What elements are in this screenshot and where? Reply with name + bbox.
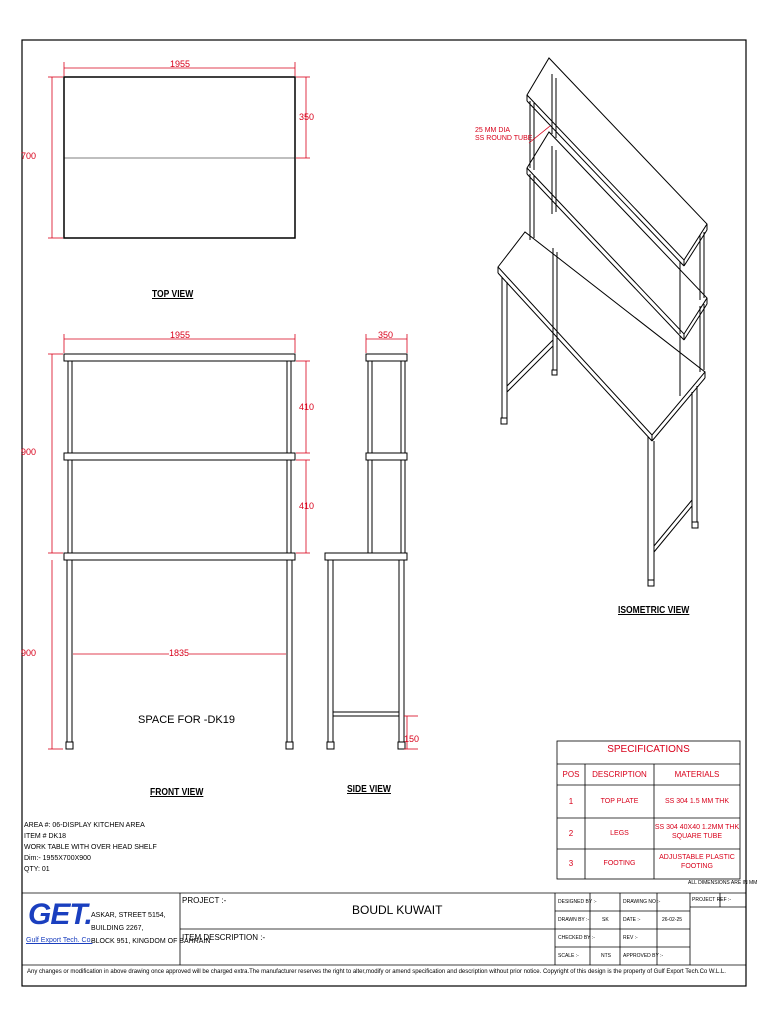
space-for-note: SPACE FOR -DK19 (138, 714, 235, 726)
dim-top-total: 700 (21, 151, 37, 161)
spec-header-description: DESCRIPTION (592, 770, 647, 779)
designed-by-label: DESIGNED BY :- (558, 899, 597, 905)
item-name: WORK TABLE WITH OVER HEAD SHELF (24, 844, 157, 851)
dim-side-depth: 350 (378, 330, 394, 340)
spec-row-material: ADJUSTABLE PLASTIC (659, 854, 735, 861)
rev-label: REV :- (623, 935, 638, 941)
item-area: AREA #: 06-DISPLAY KITCHEN AREA (24, 822, 145, 829)
item-quantity: QTY: 01 (24, 866, 50, 873)
spec-row-material: SS 304 1.5 MM THK (664, 798, 730, 805)
spec-row-description: LEGS (610, 830, 629, 837)
company-address-line2: BUILDING 2267, (91, 925, 144, 932)
spec-row-pos: 1 (568, 797, 574, 806)
top-view-label: TOP VIEW (152, 289, 194, 300)
scale-value: NTS (601, 953, 611, 959)
dim-top-depth: 350 (299, 112, 315, 122)
tube-note-line2: SS ROUND TUBE (475, 135, 533, 142)
drawn-by-label: DRAWN BY :- (558, 917, 590, 923)
dim-front-lower: 900 (21, 648, 37, 658)
dim-front-shelf2: 410 (299, 501, 315, 511)
date-label: DATE :- (623, 917, 641, 923)
tube-note-line1: 25 MM DIA (475, 127, 511, 134)
dim-top-width: 1955 (170, 59, 191, 69)
spec-row-material-2: SQUARE TUBE (671, 833, 723, 840)
drawn-by-value: SK (602, 917, 609, 923)
project-ref-label: PROJECT REF :- (692, 897, 732, 903)
company-address-line1: ASKAR, STREET 5154, (91, 912, 166, 919)
side-view-drawing (325, 334, 418, 749)
checked-by-label: CHECKED BY :- (558, 935, 595, 941)
scale-label: SCALE :- (558, 953, 579, 959)
dim-front-upper: 900 (21, 447, 37, 457)
spec-header-pos: POS (562, 770, 580, 779)
date-value: 26-02-25 (662, 917, 683, 923)
dim-front-shelf1: 410 (299, 402, 315, 412)
spec-row-material: SS 304 40X40 1.2MM THK (654, 824, 740, 831)
dim-side-bottom: 150 (404, 734, 420, 744)
spec-row-pos: 2 (568, 829, 574, 838)
dimensions-footnote: ALL DIMENSIONS ARE IN MM (688, 880, 758, 886)
item-number: ITEM # DK18 (24, 833, 67, 840)
top-view-drawing (48, 62, 310, 238)
project-name: BOUDL KUWAIT (352, 903, 443, 917)
drawing-no-label: DRAWING NO :- (623, 899, 661, 905)
dim-front-width: 1955 (170, 330, 191, 340)
spec-row-pos: 3 (568, 859, 574, 868)
spec-title: SPECIFICATIONS (607, 744, 690, 755)
disclaimer-text: Any changes or modification in above drawing once approved will be charged extra.The manufacturer reserves the right to alter,modify or amend specification and description without prior notice. Copyright of this design is the property of Gulf Export Tech.Co W.L.L. (27, 969, 726, 975)
front-view-drawing (48, 334, 310, 749)
company-address-line3: BLOCK 951, KINGDOM OF BAHRAIN (91, 938, 211, 945)
side-view-label: SIDE VIEW (347, 784, 391, 795)
item-description-label: ITEM DESCRIPTION :- (182, 933, 266, 942)
item-dimensions: Dim:- 1955X700X900 (24, 855, 91, 862)
company-logo: GET. (28, 898, 92, 931)
company-logo-subtitle: Gulf Export Tech. Co. (26, 937, 93, 944)
isometric-view-label: ISOMETRIC VIEW (618, 605, 690, 616)
approved-by-label: APPROVED BY :- (623, 953, 664, 959)
spec-header-materials: MATERIALS (674, 770, 720, 779)
dim-front-inner: 1835 (169, 648, 190, 658)
project-label: PROJECT :- (182, 896, 227, 905)
spec-row-material-2: FOOTING (681, 863, 713, 870)
spec-row-description: TOP PLATE (600, 798, 639, 805)
spec-row-description: FOOTING (603, 860, 636, 867)
front-view-label: FRONT VIEW (150, 787, 204, 798)
